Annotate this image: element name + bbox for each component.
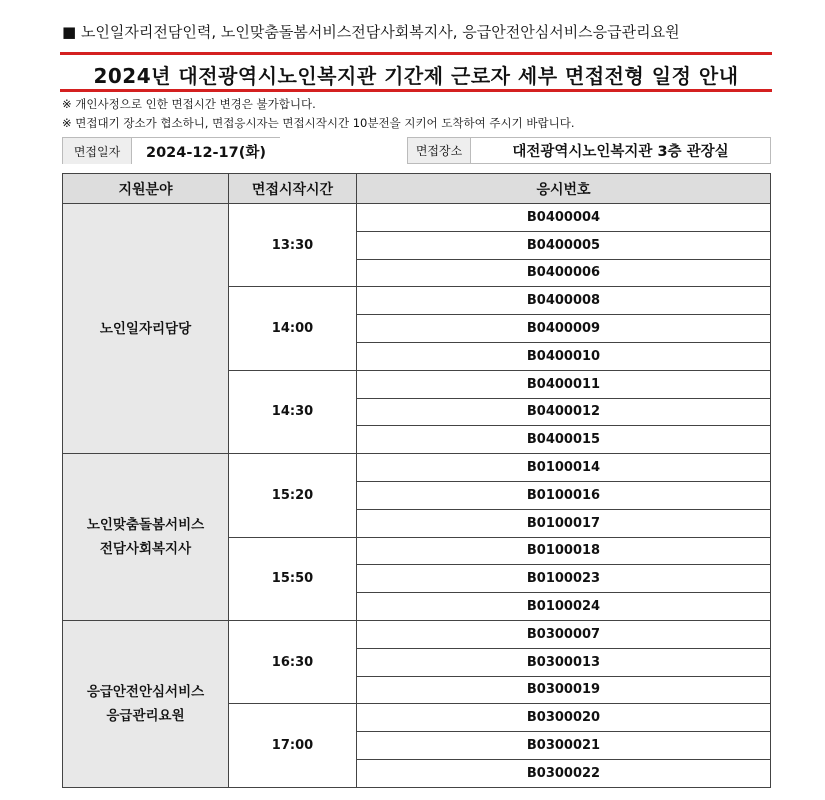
applicant-id-cell: B0400015 — [357, 426, 771, 454]
header-area: 지원분야 — [63, 174, 229, 204]
note-1: ※ 개인사정으로 인한 면접시간 변경은 불가합니다. — [62, 97, 316, 111]
note-2: ※ 면접대기 장소가 협소하니, 면접응시자는 면접시작시간 10분전을 지키어 도착하여 주시기 바랍니다. — [62, 116, 575, 130]
applicant-id-cell: B0400004 — [357, 204, 771, 232]
bottom-divider — [60, 89, 772, 92]
table-row — [63, 620, 771, 648]
applicant-id-cell: B0100016 — [357, 481, 771, 509]
applicant-id-cell: B0300013 — [357, 648, 771, 676]
header-time: 면접시작시간 — [229, 174, 357, 204]
place-value: 대전광역시노인복지관 3층 관장실 — [512, 144, 729, 160]
applicant-id-cell: B0300019 — [357, 676, 771, 704]
applicant-id-cell: B0100017 — [357, 509, 771, 537]
applicant-id-cell: B0400008 — [357, 287, 771, 315]
applicant-id-cell: B0300021 — [357, 732, 771, 760]
place-label: 면접장소 — [408, 138, 471, 163]
time-cell: 17:00 — [229, 704, 357, 787]
area-cell: 노인일자리담당 — [63, 204, 229, 454]
interview-date-box — [62, 137, 280, 164]
applicant-id-cell: B0400011 — [357, 370, 771, 398]
area-cell: 응급안전안심서비스 응급관리요원 — [63, 620, 229, 787]
applicant-id-cell: B0400006 — [357, 259, 771, 287]
applicant-id-cell: B0400010 — [357, 342, 771, 370]
time-cell: 14:00 — [229, 287, 357, 370]
table-row — [63, 454, 771, 482]
time-cell: 16:30 — [229, 620, 357, 703]
time-cell: 15:20 — [229, 454, 357, 537]
applicant-id-cell: B0100018 — [357, 537, 771, 565]
applicant-id-cell: B0400012 — [357, 398, 771, 426]
table-row — [63, 204, 771, 232]
applicant-id-cell: B0400009 — [357, 315, 771, 343]
date-label: 면접일자 — [63, 138, 132, 164]
applicant-id-cell: B0100023 — [357, 565, 771, 593]
schedule-table — [62, 173, 771, 788]
top-divider — [60, 52, 772, 55]
header-id: 응시번호 — [357, 174, 771, 204]
time-cell: 15:50 — [229, 537, 357, 620]
time-cell: 14:30 — [229, 370, 357, 453]
applicant-id-cell: B0400005 — [357, 231, 771, 259]
applicant-id-cell: B0300007 — [357, 620, 771, 648]
date-value: 2024-12-17(화) — [145, 144, 266, 161]
category-line: ■ 노인일자리전담인력, 노인맞춤돌봄서비스전담사회복지사, 응급안전안심서비스응급관리요원 — [62, 23, 680, 41]
time-cell: 13:30 — [229, 204, 357, 287]
area-cell: 노인맞춤돌봄서비스 전담사회복지사 — [63, 454, 229, 621]
interview-place-box — [407, 137, 771, 164]
applicant-id-cell: B0100024 — [357, 593, 771, 621]
applicant-id-cell: B0300020 — [357, 704, 771, 732]
applicant-id-cell: B0300022 — [357, 759, 771, 787]
page-title: 2024년 대전광역시노인복지관 기간제 근로자 세부 면접전형 일정 안내 — [93, 64, 739, 88]
applicant-id-cell: B0100014 — [357, 454, 771, 482]
